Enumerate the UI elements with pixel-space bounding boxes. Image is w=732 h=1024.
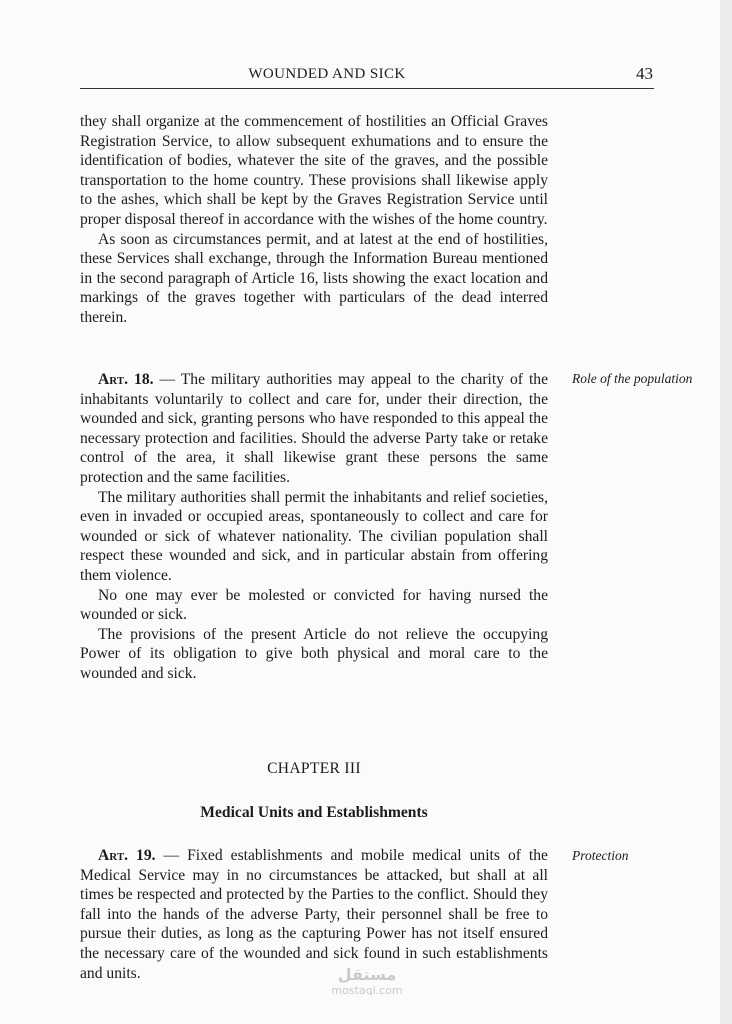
page-edge-strip <box>720 0 732 1024</box>
continuation-paragraph: they shall organize at the commencement of hostilities an Official Graves Registration Service, to allow subsequent exhumations and to ensure the identification of bodies, whatever the site of the graves, and the possible transportation to the home country. These provisions shall likewise apply to the ashes, which shall be kept by the Graves Registration Service until proper disposal thereof in accordance with the wishes of the home country. <box>80 113 548 228</box>
running-head-title: WOUNDED AND SICK <box>248 66 406 82</box>
article-18-paragraph: The provisions of the present Article do not relieve the occupying Power of its obligation to give both physical and moral care to the wounded and sick. <box>80 625 548 682</box>
article-18-first-text: — The military authorities may appeal to the charity of the inhabitants voluntarily to collect and care for, under their direction, the wounded and sick, granting persons who have responded to this appeal the necessary protection and facilities. Should the adverse Party take or retake control of the area, it shall likewise grant these persons the same protection and the same facilities. <box>80 371 549 486</box>
page-number: 43 <box>636 64 653 83</box>
article-18-paragraph: The military authorities shall permit the inhabitants and relief societies, even in invaded or occupied areas, spontaneously to collect and care for wounded or sick of whatever nationality. The civilian population shall respect these wounded and sick, and in particular abstain from offering them violence. <box>80 488 548 584</box>
article-19-paragraph <box>80 846 548 983</box>
chapter-title: CHAPTER III <box>267 760 361 777</box>
watermark-url: mostaql.com <box>331 984 403 997</box>
article-18-paragraph <box>80 370 548 488</box>
section-title: Medical Units and Establishments <box>200 804 428 821</box>
article-18 <box>80 370 548 684</box>
article-18-margin-note: Role of the population <box>572 371 693 386</box>
article-19 <box>80 846 548 983</box>
article-19-margin-note: Protection <box>572 848 629 863</box>
article-19-label: Art. 19. <box>98 847 156 864</box>
watermark-logo <box>322 966 412 997</box>
running-head <box>80 64 654 89</box>
watermark-glyph: مستقل <box>337 965 397 984</box>
article-18-label: Art. 18. <box>98 371 154 388</box>
article-19-first-text: — Fixed establishments and mobile medical units of the Medical Service may in no circumstances be attacked, but shall at all times be respected and protected by the Parties to the conflict. Should they fall into the hands of the adverse Party, their personnel shall be free to pursue their duties, as long as the capturing Power has not itself ensured the necessary care of the wounded and sick found in such establishments and units. <box>80 847 548 982</box>
continuation-text <box>80 112 548 328</box>
article-18-paragraph: No one may ever be molested or convicted for having nursed the wounded or sick. <box>80 586 548 624</box>
continuation-paragraph: As soon as circumstances permit, and at latest at the end of hostilities, these Services shall exchange, through the Information Bureau mentioned in the second paragraph of Article 16, lists showing the exact location and markings of the graves together with particulars of the dead interred therein. <box>80 230 548 326</box>
